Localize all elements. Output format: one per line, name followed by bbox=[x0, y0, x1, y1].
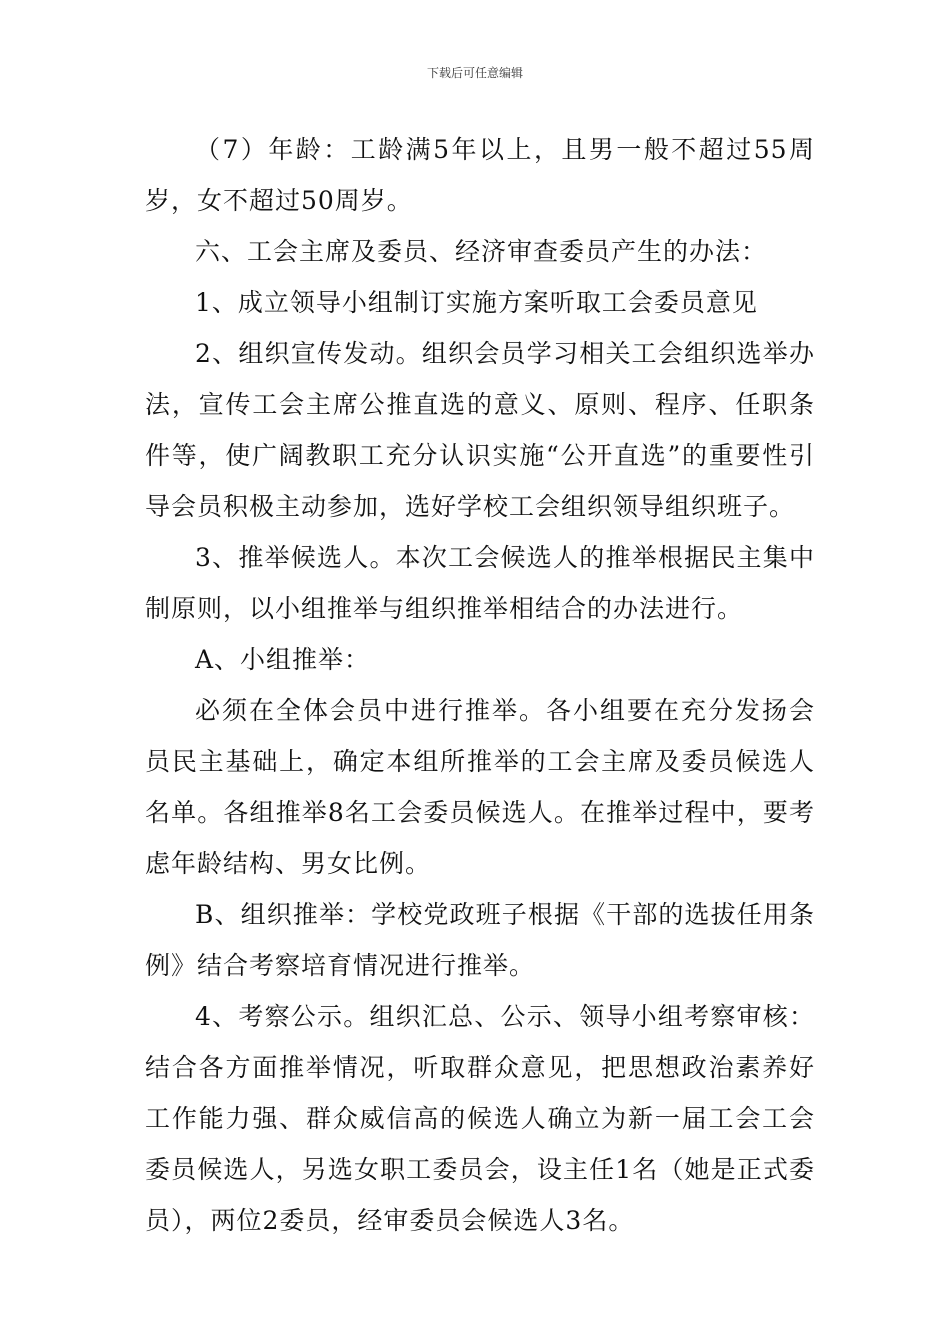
paragraph-sub-a-body: 必须在全体会员中进行推举。各小组要在充分发扬会员民主基础上，确定本组所推举的工会主席及委员候选人名单。各组推举8名工会委员候选人。在推举过程中，要考虑年龄结构、男女比例。 bbox=[145, 696, 815, 878]
page-header-note: 下载后可任意编辑 bbox=[426, 66, 523, 80]
paragraph-step-4: 4、考察公示。组织汇总、公示、领导小组考察审核：结合各方面推举情况，听取群众意见，把思想政治素养好工作能力强、群众威信高的候选人确立为新一届工会工会委员候选人，另选女职工委员会，设主任1名（她是正式委员），两位2委员，经审委员会候选人3名。 bbox=[145, 1002, 815, 1235]
paragraph-section-six-heading: 六、工会主席及委员、经济审查委员产生的办法： bbox=[195, 237, 768, 266]
paragraph-step-2: 2、组织宣传发动。组织会员学习相关工会组织选举办法，宣传工会主席公推直选的意义、原则、程序、任职条件等，使广阔教职工充分认识实施“公开直选”的重要性引导会员积极主动参加，选好学校工会组织领导组织班子。 bbox=[145, 339, 815, 521]
paragraph-age-requirement: （7）年龄：工龄满5年以上，且男一般不超过55周岁，女不超过50周岁。 bbox=[145, 135, 815, 215]
paragraph-sub-a-heading: A、小组推举： bbox=[195, 645, 371, 674]
paragraph-step-1: 1、成立领导小组制订实施方案听取工会委员意见 bbox=[195, 288, 758, 317]
document-body bbox=[145, 124, 815, 1246]
paragraph-step-3: 3、推举候选人。本次工会候选人的推举根据民主集中制原则，以小组推举与组织推举相结合的办法进行。 bbox=[145, 543, 815, 623]
paragraph-sub-b: B、组织推举：学校党政班子根据《干部的选拔任用条例》结合考察培育情况进行推举。 bbox=[145, 900, 815, 980]
